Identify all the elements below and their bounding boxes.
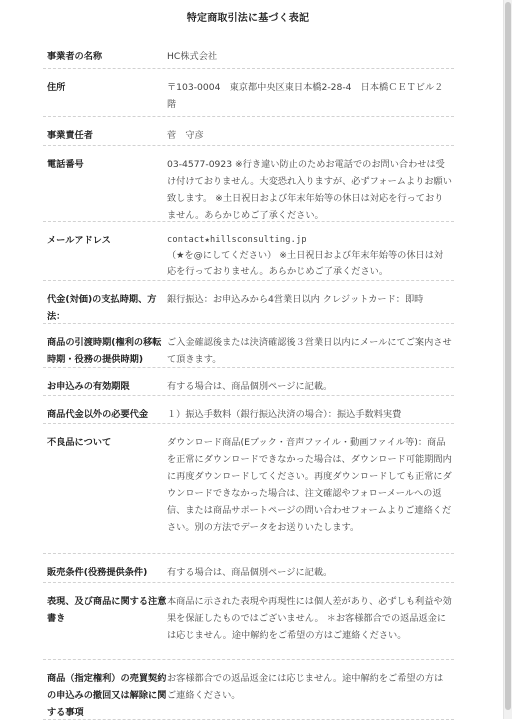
email-note: （★を@にしてください） ※土日祝日および年末年始等の休日は対応を行っておりません。あらかじめご了承ください。 [167, 250, 444, 277]
row-value: お客様都合での返品返金には応じません。途中解約をご希望の方はご連絡ください。 [167, 673, 444, 701]
row-value: 有する場合は、商品個別ページに記載。 [167, 381, 333, 392]
row-label: 事業責任者 [47, 130, 93, 141]
row-label: メールアドレス [47, 235, 111, 246]
email-address: contact★hillsconsulting.jp [167, 235, 307, 245]
page-title: 特定商取引法に基づく表記 [186, 13, 310, 24]
row-label: 商品の引渡時期(権利の移転時期・役務の提供時期) [47, 337, 162, 365]
row-value: 本商品に示された表現や再現性には個人差があり、必ずしも利益や効果を保証したものではございません。 ＊お客様都合での返品返金には応じません。途中解約をご希望の方はご連絡ください。 [167, 596, 452, 641]
row-label: お申込みの有効期限 [47, 381, 130, 392]
row-label: 販売条件(役務提供条件) [47, 567, 148, 578]
row-value-group [167, 222, 454, 280]
table-row [43, 69, 454, 117]
table-row [43, 146, 454, 222]
row-value: 菅 守彦 [167, 130, 204, 141]
row-value: １）振込手数料（銀行振込決済の場合）：振込手数料実費 [167, 409, 402, 420]
row-value: 有する場合は、商品個別ページに記載。 [167, 567, 333, 578]
row-label: 事業者の名称 [47, 51, 103, 62]
table-row [43, 660, 454, 720]
row-label: 電話番号 [47, 159, 84, 170]
row-label: 商品（指定権利）の売買契約の申込みの撤回又は解除に関する事項 [47, 673, 167, 718]
table-row [43, 38, 454, 69]
row-label: 代金(対価)の支払時期、方法： [47, 294, 157, 322]
row-label: 不良品について [47, 437, 112, 448]
table-row [43, 583, 454, 660]
row-value: ダウンロード商品(Eブック・音声ファイル・動画ファイル等)：商品を正常にダウンロードできなかった場合は、ダウンロード可能期間内に再度ダウンロードしてください。再度ダウンロードしても正常にダウンロードできなかった場合は、注文確認やフォローメールへの返信、または商品サポートページの問い合わせフォームよりご連絡ください。別の方法でデータをお送りいたします。 [167, 437, 452, 533]
scrollbar-thumb[interactable] [505, 2, 511, 710]
vertical-scrollbar[interactable] [503, 0, 512, 719]
table-row [43, 281, 454, 324]
table-row [43, 117, 454, 146]
legal-notice-table [43, 38, 454, 720]
row-label: 商品代金以外の必要代金 [47, 409, 149, 420]
table-row [43, 396, 454, 424]
row-label: 住所 [47, 82, 66, 93]
table-row [43, 554, 454, 583]
table-row [43, 368, 454, 396]
table-row [43, 222, 454, 281]
row-label: 表現、及び商品に関する注意書き [47, 596, 167, 624]
row-value: 銀行振込：お申込みから4営業日以内 クレジットカード：即時 [167, 294, 424, 305]
row-value: HC株式会社 [167, 51, 218, 62]
row-value: ご入金確認後または決済確認後３営業日以内にメールにてご案内させて頂きます。 [167, 337, 452, 365]
row-value: 〒103-0004 東京都中央区東日本橋2-28-4 日本橋ＣＥＴビル２階 [167, 82, 444, 110]
table-row [43, 324, 454, 368]
row-value: 03-4577-0923 ※行き違い防止のためお電話でのお問い合わせは受け付けておりません。大変恐れ入りますが、必ずフォームよりお願い致します。 ※土日祝日および年末年始等の休日は対応を行っておりません。あらかじめご了承ください。 [167, 159, 452, 221]
table-row [43, 424, 454, 554]
